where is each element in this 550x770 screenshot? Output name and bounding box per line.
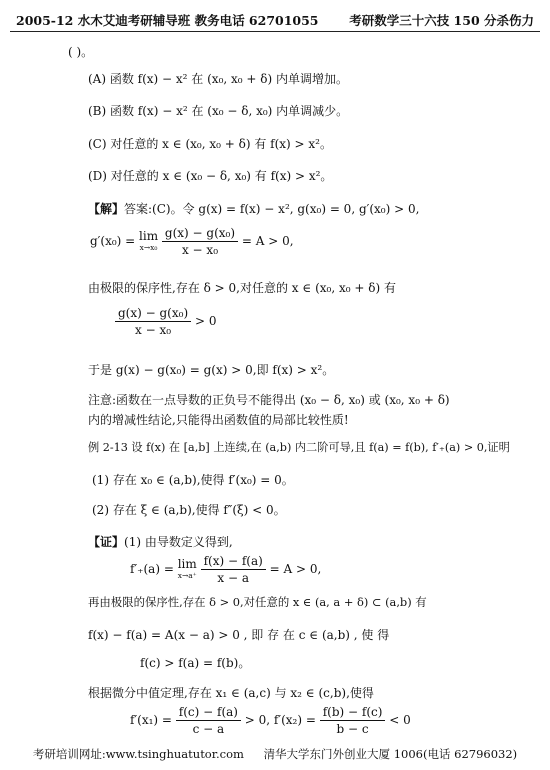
eq4-fraction-2: $\frac{f(b) - f(c)}{b - c}$ <box>320 705 386 736</box>
limit-preservation-line: 由极限的保序性,存在 δ > 0,对任意的 x ∈ (x₀, x₀ + δ) 有 <box>88 281 396 295</box>
header-right: 考研数学三十六技 150 分杀伤力 <box>349 13 534 28</box>
option-a: (A) 函数 f(x) − x² 在 (x₀, x₀ + δ) 内单调增加。 <box>88 72 348 86</box>
note-line-1: 注意:函数在一点导数的正负号不能得出 (x₀ − δ, x₀) 或 (x₀, x₀ + δ) <box>88 393 450 407</box>
header-rule <box>10 31 540 32</box>
proof-label: 【证】 <box>88 535 125 549</box>
eq2-rhs: > 0 <box>194 314 217 328</box>
page-footer <box>0 746 550 762</box>
option-d: (D) 对任意的 x ∈ (x₀ − δ, x₀) 有 f(x) > x²。 <box>88 169 333 183</box>
eq4-fraction-1: $\frac{f(c) - f(a)}{c - a}$ <box>176 705 241 736</box>
limit-again-line: 再由极限的保序性,存在 δ > 0,对任意的 x ∈ (a, a + δ) ⊂ (a,b) 有 <box>88 595 427 609</box>
eq4-rhs: < 0 <box>389 713 411 727</box>
option-c: (C) 对任意的 x ∈ (x₀, x₀ + δ) 有 f(x) > x²。 <box>88 137 332 151</box>
page-header <box>10 8 540 30</box>
equation-right-derivative <box>130 554 321 585</box>
solution-text: 答案:(C)。令 g(x) = f(x) − x², g(x₀) = 0, g′(x₀) > 0, <box>124 202 420 216</box>
eq1-fraction: $\frac{\text{g(x) − g(x₀)}}{\text{x − x₀}}$ <box>162 226 238 257</box>
eq3-limit: lim x→a⁺ <box>177 556 197 580</box>
example-part-2: (2) 存在 ξ ∈ (a,b),使得 f″(ξ) < 0。 <box>92 503 286 517</box>
solution-label: 【解】 <box>88 202 125 216</box>
footer-website: 考研培训网址:www.tsinghuatutor.com <box>32 747 244 761</box>
eq3-lhs: f′₊(a) = <box>130 562 178 576</box>
fc-line: f(c) > f(a) = f(b)。 <box>140 656 251 670</box>
equation-derivative-limit <box>90 226 294 257</box>
eq1-limit: lim x→x₀ <box>139 228 159 252</box>
note-line-2: 内的增减性结论,只能得出函数值的局部比较性质! <box>88 413 349 427</box>
answer-blank: ( )。 <box>68 45 94 59</box>
fx-line: f(x) − f(a) = A(x − a) > 0 , 即 存 在 c ∈ (a,b) , 使 得 <box>88 628 390 642</box>
eq2-fraction: $\frac{\text{g(x) − g(x₀)}}{\text{x − x₀}}$ <box>115 306 191 337</box>
therefore-line: 于是 g(x) − g(x₀) = g(x) > 0,即 f(x) > x²。 <box>88 363 335 377</box>
eq4-lhs: f′(x₁) = <box>130 713 176 727</box>
mean-value-line: 根据微分中值定理,存在 x₁ ∈ (a,c) 与 x₂ ∈ (c,b),使得 <box>88 686 374 700</box>
proof-text: (1) 由导数定义得到, <box>124 535 233 549</box>
solution-line <box>88 201 419 217</box>
eq3-fraction: $\frac{f(x) - f(a)}{x - a}$ <box>201 554 266 585</box>
eq3-rhs: = A > 0, <box>269 562 322 576</box>
option-b: (B) 函数 f(x) − x² 在 (x₀ − δ, x₀) 内单调减少。 <box>88 104 349 118</box>
equation-mean-value <box>130 705 411 736</box>
example-statement: 例 2-13 设 f(x) 在 [a,b] 上连续,在 (a,b) 内二阶可导,且 f(a) = f(b), f′₊(a) > 0,证明 <box>88 441 510 454</box>
eq1-rhs: = A > 0, <box>241 234 294 248</box>
proof-line <box>88 534 233 550</box>
header-left: 2005-12 水木艾迪考研辅导班 教务电话 62701055 <box>16 13 319 28</box>
equation-ratio <box>115 306 216 337</box>
eq1-lhs: g′(x₀) = <box>90 234 140 248</box>
footer-address: 清华大学东门外创业大厦 1006(电话 62796032) <box>263 747 518 761</box>
eq4-mid: > 0, f′(x₂) = <box>244 713 320 727</box>
example-part-1: (1) 存在 x₀ ∈ (a,b),使得 f′(x₀) = 0。 <box>92 473 294 487</box>
